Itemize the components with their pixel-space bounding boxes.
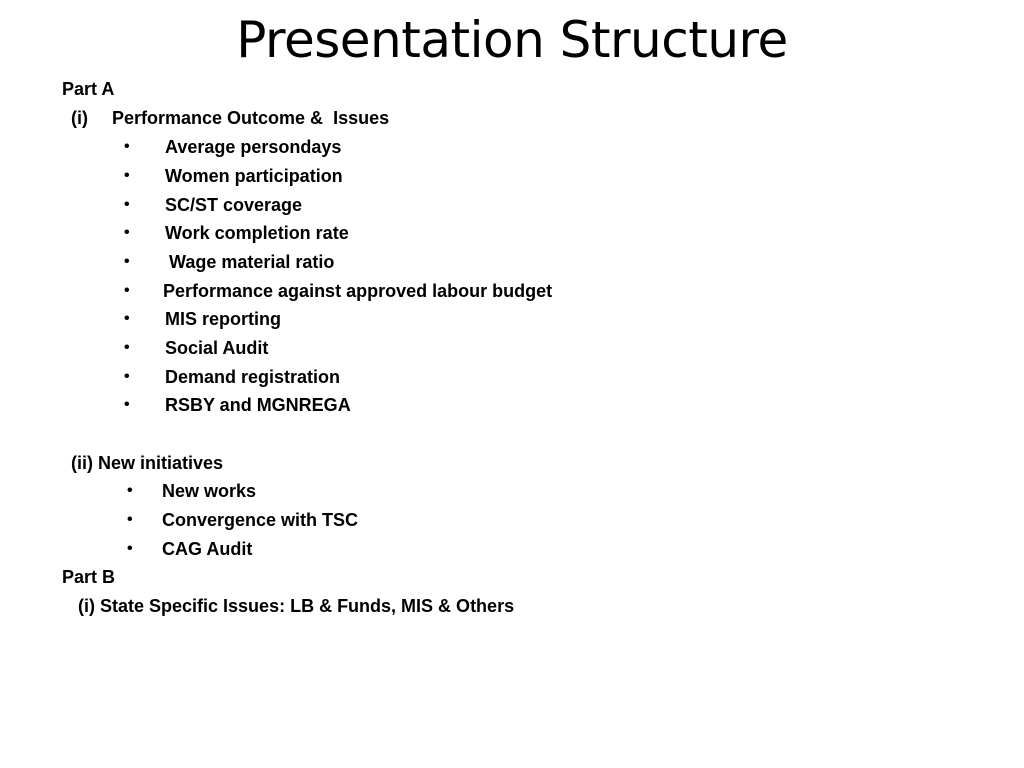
bullet-icon: • bbox=[124, 282, 130, 299]
section-ii-heading: (ii) New initiatives bbox=[71, 453, 224, 473]
bullet-icon: • bbox=[124, 167, 130, 184]
list-item: Convergence with TSC bbox=[162, 510, 359, 530]
list-item: Performance against approved labour budget bbox=[163, 281, 553, 301]
part-b-section-i: (i) State Specific Issues: LB & Funds, MIS & Others bbox=[78, 596, 515, 616]
list-item: MIS reporting bbox=[165, 309, 281, 329]
bullet-icon: • bbox=[127, 540, 133, 557]
list-item: Work completion rate bbox=[165, 223, 349, 243]
bullet-icon: • bbox=[124, 196, 130, 213]
list-item: Average persondays bbox=[165, 137, 342, 157]
part-b-heading: Part B bbox=[62, 567, 116, 587]
list-item: Social Audit bbox=[165, 338, 269, 358]
bullet-icon: • bbox=[124, 253, 130, 270]
slide-title: Presentation Structure bbox=[236, 11, 788, 69]
bullet-icon: • bbox=[124, 396, 130, 413]
list-item: Wage material ratio bbox=[169, 252, 335, 272]
bullet-icon: • bbox=[127, 482, 133, 499]
section-i-marker: (i) bbox=[71, 108, 88, 128]
bullet-icon: • bbox=[124, 138, 130, 155]
list-item: CAG Audit bbox=[162, 539, 253, 559]
section-i-heading: Performance Outcome & Issues bbox=[112, 108, 390, 128]
bullet-icon: • bbox=[124, 310, 130, 327]
bullet-icon: • bbox=[124, 224, 130, 241]
bullet-icon: • bbox=[124, 339, 130, 356]
part-a-heading: Part A bbox=[62, 79, 115, 99]
list-item: Women participation bbox=[165, 166, 343, 186]
bullet-icon: • bbox=[127, 511, 133, 528]
list-item: RSBY and MGNREGA bbox=[165, 395, 351, 415]
list-item: New works bbox=[162, 481, 257, 501]
bullet-icon: • bbox=[124, 368, 130, 385]
list-item: Demand registration bbox=[165, 367, 341, 387]
list-item: SC/ST coverage bbox=[165, 195, 303, 215]
